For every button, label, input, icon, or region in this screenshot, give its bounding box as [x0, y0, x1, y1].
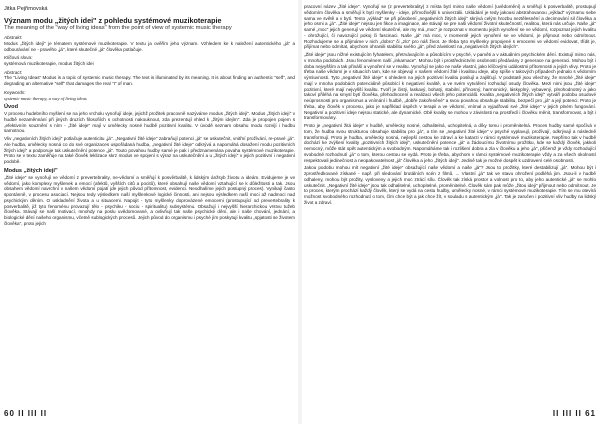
page-number-right: II III II 61	[552, 409, 596, 418]
author-name: Jitka Pejřimovská	[4, 6, 48, 12]
keywords-label: Keywords:	[4, 89, 26, 95]
klicova-slova-label: Klíčová slova:	[4, 55, 33, 61]
article-title-cz: Význam modu „žitých idei" z pohledu systémové muzikoterapie	[4, 16, 222, 25]
page-number-left: 60 II III II	[4, 409, 48, 418]
uvod-paragraph-1: V procesu hudebního myšlení se na jeho vrcholu vynořují ideje, jejichž prožitek pracovně nazýváme modus „žitých idejí". Modus „žitých idejí" v hudbě nezaměnnání při jiných druzích filosofiích s ochotnosti nakouknout, zda prezentují vhled k „žitým idejím". Zda je propojen pojem s „efektivním souznění s ním - „žité ideje" mají v umělecky nosné hudbě pozitivní kvalitu. V úvodě seznam obsahu modu rozvíjí i hudbu samotnou.	[4, 111, 295, 134]
klicova-slova-text: systémová muzikoterapie, modus žitých idei	[4, 60, 94, 66]
abstrakt-label: Abstrakt:	[4, 35, 23, 41]
uvod-heading: Úvod	[4, 104, 18, 111]
right-paragraph-2: „Žité ideje" jsou nížné existujícím fyhatelem, přetrvávajícím a působícím v psyché, v paměti a v aktuálním psychickém dění. Existují mimo nás, v mnoha podobách. Jsou fenoménem naší „inkarnace". Mohou být i prostřednictvím osobnosti předávány z generace na generaci. Mohou být i doba nejvyšším a tak přináší a vynoření se v realitu. Vynořují se jako ne naše vlastní, jako klíčovými událostmi přítomnosti a jejich vlivy. Proto je třeba naše vědomí je v situacích tam, kde se objevují v našem vědomí žité i kvalitou ideje, aby spíše v takových případech jednalo s vědomím výmluvnosti. Tyto „negativní žité ideje" s ohledem na jejich pozitivní kvalitu posilují a zajišťují. V podstatě jsou všechny, že mnohé „žité ideje" mají v mnoha podobách potenciálně působící k negativní kvalitě, a ve svém vytváření rozhodují osudy člověka. Mezi nimi jsou „žité ideje" pozitivní, které mají nejvyšší kvalitu. Tvoří je čistý, laskavý, bohatý, stabilní, přínosný, harmonický, láskyplný, vybavený, plnohodnotný a jako takoví přiléhá na smysl bytí člověka, přehodnocení a realizaci všech jeho potenciálů. Kvalita „negativních žitých idejí" vytváří podobu osudové neúprosnosti pro organismus a vnímání i hudbě, „dobře zakořeněné" a svou povahou obsahuje stabilitu, bezpečí pro „já" a její potenci. Proto je třeba, aby člověk v procesu, jako je například úspěch v terapii a ve vědomí, vnímal a vyjadřoval své „žité ideje" v jejich plném fungování. Negativní a pozitivní ideje nejsou statické, ale dynamické. Obě kvality se mohou v závislosti na prostředí i člověku měnit, transformovat, a být i transformovány.	[304, 52, 596, 121]
modus-paragraph: „Žité ideje" se vynořují ve vědomí z prevertebrality, ne-vědomí a směřují k posvěrbalitě, k lidským ánžsyb životu a ideám. Evidujeme je ve vědomí, jako komplexy myšlenek a emocí (afektů, vyšších citů a pocitů), které obsahují naše vědomí vztahující se k důležitosti a tak. Jsou obsahem vědomí navrchní v našem vědomí pojatí jde jejich původ přítomnost, evidenci. Neodhalíme jejich postupný proces). Vynikají často spontánně, v procesu asociací. Nejsou tedy výsledkem naší myšlenkové logické činnosti, ani nejsou výsledkem naší moci až nadmoci nad psychickým děním. O uskladnění života a u situacemi. Napojit - tyto myšlenky doprovázené emocemi (prostupující od prevertebrality k posverbalitě, již tyto fenoménu provazují tělo - psychiku - sociu - spiritualitu) subsystému. Obsažují i nejvyšší hierarchickou vrstvu tužeb člověka. Stávají se naší motivací, mnohdy na poslu uvědomované, a ovlivňují tak naše psychické dění, ale i naše chování, jednání, a biologické dění našeho organismu, včetně sublogických procesů. Jejich původ do organismu i psyché jím poskytují kvalitu „spjatosti se životem člověka", proto jejich	[4, 174, 295, 226]
right-paragraph-4: Jakou podobu mohou mít negativní „žité ideje" obsažující naše vědomí a naše „já"? Jsou to prožitky, které destabilizují „já". Mohou být i zprostředkované získané - např. při sledování brutálních scén z filmů. ... Vlastní „já" tak ve stavu ohrožení podléhá jim. Jsou-li v hudbě odhaleny, mohou být prožity, vysloveny a jejich moc ztrácí sílu. Člověk tak získá prostor a volnost pro to, aby jeho autentické „já" se mohlo uskutečnit. „Negativní žité ideje" jsou tak odhalitelné, uchopitelné, proměnitelné. Člověk sám pak může „žitou ideji" přijmout nebo odmítnout. Je to proces, kterým prochází každý člověk, který se vydá na cestu hudby, umělecky nosné, v rámci systémové muzikoterapie. Tím se mu otevírá možnost svobodného rozhodnutí o tom, čím chce být a jak chce žít, v souladu s autentickým „já". Tak je zaručen i pozitivní vliv hudby na lidský život a zdraví.	[304, 165, 596, 205]
modus-heading: Modus „žitých idejí"	[4, 167, 58, 174]
abstract-label: Abstract:	[4, 69, 23, 75]
keywords-text: systemic music therapy, a way of living ideas	[4, 95, 87, 101]
right-page	[304, 4, 596, 420]
page-gutter	[298, 0, 302, 424]
right-paragraph-1: pracovní název „žité ideje". Vynořují se (z prevertebrality) z místa bytí mimo naše vědomí (uvědomění) a směřují k posverbalitě, prostupují vědomím člověka a směřují k bytí myšlenky - ideje, přímoživější k univerzálii. Ukládání je tedy jakousi abstrahovanou „výklad" významu sebe sama ve světě a v bytí. Tento „výklad" se při působení „negativních žitých idejí" skrývá celým hrozbu neztělesnění a decimování sil člověka a jeho osmi a „já". „Žité ideje" nejsou jen fikce a imaginace, ale stávají se pre naši vědomí životní skutečností, realitou, která nás určuje. Naše „já" samé „moc" jejich generují ve vědomí skutečné, ale my má „moc" je rozpoznat v momentu jejich vynoření se ve vědomí, rozpoznat jejich kvalitu - ohrožující, či navozující pokoj či fascinaci. Naše „já" má moc, v momentě jejich vynoření se ve vědomí, je přijmout nebo odmítnout. Rozhodujeme se a přijmáme v nich „dobro" či „zlo" pro náš život. Je třeba tyto myšlenky propojené s emocemi ve vědomí evidovat, třídit je, přijímat nebo odmítat, abychom ohraniili stabilitu svého „já", před závislostí na „negativních žitých idejích".	[304, 4, 596, 50]
right-paragraph-3: Proto je „negativní žitá ideje" v hudbě, umělecky nosné, odhalitelná, uchopitelná, a díky tomu i proměnitelná. Proces hudby samé spočívá v tom, že hudba svou strukturou obsahuje stabilitu pro „já", a tím se „negativní žité ideje" v psyché vyplavují, prožívají, odkrývají a následně transformují. Proto je hudba, umělecky nosná, nejlepší cestou ke zdraví a ke katarzi v rámci systémové muzikoterapie. Nepřímo tak v hudbě dochází ke zvýšení kvality „pozitivních žitých idejí", uskutečnění potence „já" a žádoucímu životnímu prožitku, kde se každý člověk, jakkoli nemocný, může stát opět autentickým a svobodným. Napomáháme tak i rozlišení dobra a zla v člověku a jeho „já", přičemž je vždy rozhodující svobodné rozhodnutí „já" o tom, kterou cestou se vydá. Proto je třeba, abychom v rámci systémové muzikoterapie vždy a za všech okolností respektovali jedinečnost a neopakovatelnost „já" člověka a jeho „žitých idejí". Jedině tak je možné dospět k uzdravení celé osobnosti.	[304, 123, 596, 163]
abstrakt-text: Modus „žitých idejí" je tématem systémové muzikoterapie. V textu ja ověřím jeho význam. Vzhledem ke k naležení autentického „já" a odbourávání ne - pravého „já", které skutečné „já" člověka potlačuje.	[4, 40, 295, 52]
article-title-en: The meaning of the "way of living ideas" from the point of view of systemic music therapy	[4, 25, 232, 31]
abstract-text: The "Living Ideas" Modus is a topic of systemic music therapy. The text is illuminated by its meaning. It is about finding an authentic "self", and degrading an alternative "self" that damages the real "I" of man.	[4, 75, 295, 87]
left-page	[4, 4, 295, 420]
uvod-paragraph-2: Vliv „negativních žitých idejí" potlačuje autenticitu „já". „Negativní žité ideje" zabraňují potenci „já" se uskutečnit, vnitřní prožívání, re-pravé „já". Ale hudba, umělecky nosná co do své organizaces uspořádaná hudba, „negativní žité ideje" odkrývá a napomáhá dosažení modu pozitivních žitých idejí" a podporuje tak uskutečnění potence „já". Touto povahou hudby samé je pak i předznamenána povaha systémové muzikoterapie. Proto se v textu zaměřuje na také člověk leklizace skrz modus ve spojení s výraz na uskutečnění a u „žitých idejí" v jejich pozitivní i negativní podobě.	[4, 136, 295, 165]
